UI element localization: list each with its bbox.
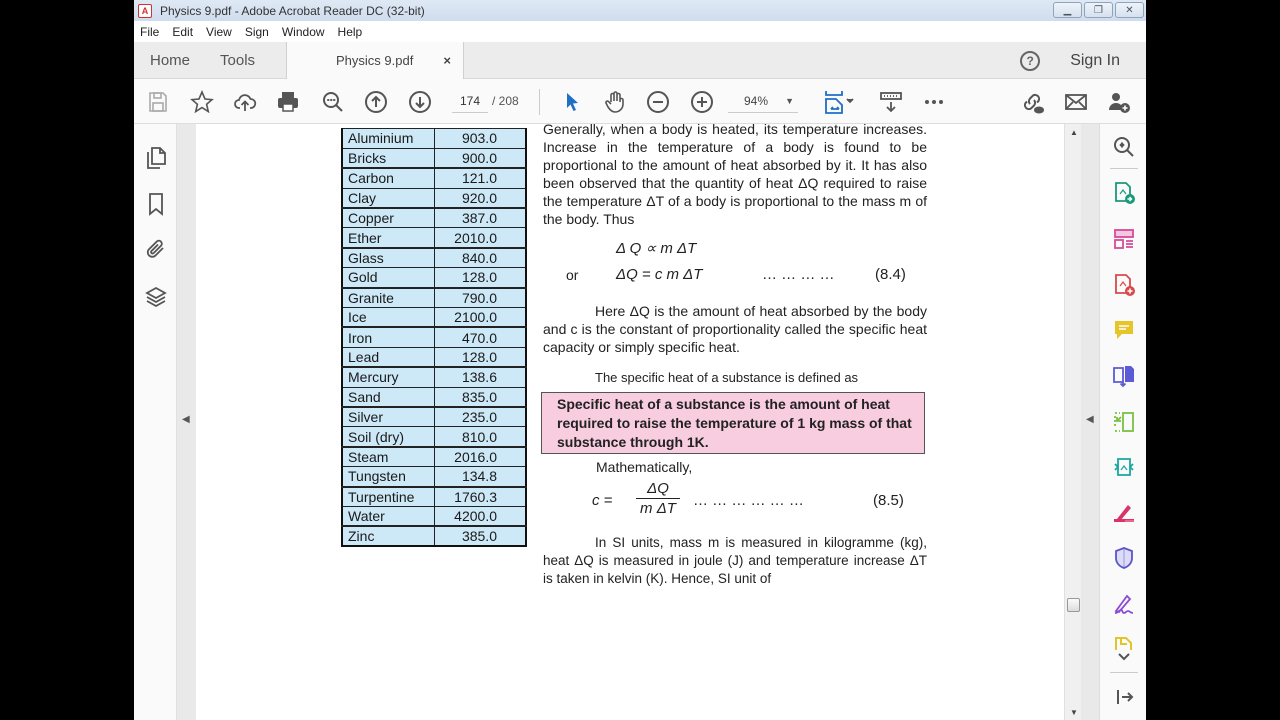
document-tab-label: Physics 9.pdf bbox=[336, 53, 414, 68]
select-arrow-icon[interactable] bbox=[559, 89, 585, 115]
main-toolbar bbox=[134, 79, 1146, 124]
substance-cell: Silver bbox=[342, 407, 434, 427]
substance-cell: Carbon bbox=[342, 168, 434, 188]
paragraph-intro: Generally, when a body is heated, its temperature increases. Increase in the temperature of a body is found to be proportional to the amount of heat absorbed by it. It has also been observed that the quantity of heat ΔQ required to raise the temperature ΔT of a body is proportional to the mass m of the body. Thus bbox=[543, 121, 927, 227]
scroll-down-icon[interactable]: ▼ bbox=[1070, 708, 1078, 717]
menu-window[interactable]: Window bbox=[281, 24, 325, 39]
close-window-button[interactable]: ✕ bbox=[1115, 2, 1144, 18]
hand-tool-icon[interactable] bbox=[602, 89, 628, 115]
table-row bbox=[342, 208, 526, 228]
substance-cell: Gold bbox=[342, 268, 434, 288]
bookmark-star-icon[interactable] bbox=[189, 89, 215, 115]
previous-page-icon[interactable] bbox=[363, 89, 389, 115]
window-title: Physics 9.pdf - Adobe Acrobat Reader DC (32-bit) bbox=[160, 3, 425, 18]
collapse-panel-icon[interactable] bbox=[1112, 685, 1136, 709]
table-row bbox=[342, 467, 526, 487]
table-row bbox=[342, 288, 526, 308]
tab-bar bbox=[134, 42, 1146, 79]
substance-cell: Glass bbox=[342, 248, 434, 268]
chevron-down-icon: ▼ bbox=[785, 96, 794, 106]
paragraph-definition-intro: Here ΔQ is the amount of heat absorbed by the body and c is the constant of proportionality called the specific heat capacity or simply specific heat. bbox=[543, 303, 927, 355]
next-page-icon[interactable] bbox=[407, 89, 433, 115]
substance-cell: Iron bbox=[342, 327, 434, 347]
page-number-input[interactable]: 174 bbox=[452, 91, 488, 113]
table-row bbox=[342, 387, 526, 407]
table-row bbox=[342, 407, 526, 427]
specific-heat-value-cell: 920.0 bbox=[434, 188, 526, 208]
specific-heat-value-cell: 235.0 bbox=[434, 407, 526, 427]
panel-divider bbox=[1110, 168, 1138, 169]
equation-8-4-label: (8.4) bbox=[875, 266, 906, 283]
fit-page-icon[interactable] bbox=[822, 89, 856, 115]
equation-proportional: Δ Q ∝ m ΔT bbox=[616, 240, 697, 257]
left-navigation-panel bbox=[134, 124, 177, 720]
specific-heat-value-cell: 790.0 bbox=[434, 288, 526, 308]
specific-heat-value-cell: 138.6 bbox=[434, 367, 526, 387]
panel-divider-bottom bbox=[1110, 672, 1138, 673]
zoom-out-icon[interactable] bbox=[645, 89, 671, 115]
substance-cell: Mercury bbox=[342, 367, 434, 387]
collapse-left-panel-icon[interactable]: ◀ bbox=[182, 414, 190, 425]
substance-cell: Water bbox=[342, 506, 434, 526]
fraction-numerator: ΔQ bbox=[636, 480, 680, 499]
vertical-scrollbar[interactable] bbox=[1064, 124, 1081, 720]
equation-8-5-lhs: c = bbox=[592, 492, 613, 509]
edit-pdf-icon[interactable] bbox=[1112, 455, 1136, 479]
share-link-icon[interactable] bbox=[1019, 89, 1045, 115]
specific-heat-table bbox=[341, 128, 527, 547]
table-row bbox=[342, 148, 526, 168]
menu-edit[interactable]: Edit bbox=[172, 24, 194, 39]
tab-document[interactable] bbox=[286, 42, 464, 79]
expand-more-icon[interactable] bbox=[1112, 650, 1136, 664]
substance-cell: Bricks bbox=[342, 148, 434, 168]
substance-cell: Aluminium bbox=[342, 129, 434, 149]
layers-icon[interactable] bbox=[144, 285, 168, 309]
substance-cell: Tungsten bbox=[342, 467, 434, 487]
specific-heat-value-cell: 2016.0 bbox=[434, 447, 526, 467]
zoom-in-icon[interactable] bbox=[689, 89, 715, 115]
more-icon[interactable] bbox=[921, 89, 947, 115]
specific-heat-value-cell: 121.0 bbox=[434, 168, 526, 188]
left-panel-gutter bbox=[177, 124, 196, 720]
zoom-level-value: 94% bbox=[744, 94, 769, 108]
toolbar-divider bbox=[539, 89, 540, 115]
substance-cell: Zinc bbox=[342, 526, 434, 546]
substance-cell: Ether bbox=[342, 228, 434, 248]
definition-box: Specific heat of a substance is the amount of heat required to raise the temperature of 1 kg mass of that substance through 1K. bbox=[541, 392, 925, 454]
table-row bbox=[342, 347, 526, 367]
page-thumbnails-icon[interactable] bbox=[144, 146, 168, 170]
table-row bbox=[342, 188, 526, 208]
table-row bbox=[342, 506, 526, 526]
equation-8-5-fraction bbox=[636, 480, 680, 519]
right-panel-gutter bbox=[1081, 124, 1099, 720]
table-row bbox=[342, 487, 526, 507]
export-pdf-icon[interactable] bbox=[1112, 181, 1136, 205]
attachments-icon[interactable] bbox=[144, 237, 168, 261]
page-total: / 208 bbox=[492, 94, 519, 108]
compress-pdf-icon[interactable] bbox=[1112, 410, 1136, 434]
comment-icon[interactable] bbox=[1112, 318, 1136, 342]
substance-cell: Turpentine bbox=[342, 487, 434, 507]
tab-tools[interactable]: Tools bbox=[220, 51, 256, 69]
menu-file[interactable]: File bbox=[140, 24, 160, 39]
equation-8-4-dots: … … … … bbox=[762, 266, 835, 283]
substance-cell: Granite bbox=[342, 288, 434, 308]
specific-heat-value-cell: 835.0 bbox=[434, 387, 526, 407]
specific-heat-value-cell: 128.0 bbox=[434, 268, 526, 288]
print-icon[interactable] bbox=[275, 89, 301, 115]
sign-icon[interactable] bbox=[1112, 592, 1136, 616]
send-for-review-icon[interactable] bbox=[1112, 634, 1136, 650]
equation-8-5-dots: … … … … … … bbox=[693, 492, 804, 509]
table-row bbox=[342, 129, 526, 149]
close-tab-icon[interactable]: × bbox=[443, 53, 451, 68]
substance-cell: Clay bbox=[342, 188, 434, 208]
specific-heat-value-cell: 385.0 bbox=[434, 526, 526, 546]
substance-cell: Sand bbox=[342, 387, 434, 407]
menu-bar bbox=[134, 21, 1146, 42]
scroll-mode-icon[interactable] bbox=[878, 89, 904, 115]
paragraph-si-units: In SI units, mass m is measured in kilogramme (kg), heat ΔQ is measured in joule (J) and temperature increase ΔT is taken in kelvin (K). Hence, SI unit of bbox=[543, 535, 927, 586]
find-icon[interactable] bbox=[320, 89, 346, 115]
specific-heat-value-cell: 2100.0 bbox=[434, 308, 526, 328]
menu-sign[interactable]: Sign bbox=[244, 24, 269, 39]
minimize-button[interactable]: ▁ bbox=[1053, 2, 1082, 18]
acrobat-window bbox=[134, 0, 1146, 720]
specific-heat-value-cell: 470.0 bbox=[434, 327, 526, 347]
specific-heat-value-cell: 810.0 bbox=[434, 427, 526, 447]
table-row bbox=[342, 228, 526, 248]
equation-8-4: ΔQ = c m ΔT bbox=[616, 266, 703, 283]
substance-cell: Steam bbox=[342, 447, 434, 467]
upload-cloud-icon[interactable] bbox=[232, 89, 258, 115]
help-icon[interactable]: ? bbox=[1020, 51, 1040, 71]
substance-cell: Copper bbox=[342, 208, 434, 228]
table-row bbox=[342, 427, 526, 447]
specific-heat-value-cell: 134.8 bbox=[434, 467, 526, 487]
zoom-level-dropdown[interactable] bbox=[728, 91, 798, 113]
paragraph-defined-as: The specific heat of a substance is defined as bbox=[595, 370, 859, 385]
acrobat-app-icon: A bbox=[138, 4, 152, 18]
restore-button[interactable]: ❐ bbox=[1084, 2, 1113, 18]
mathematically-label: Mathematically, bbox=[596, 459, 693, 475]
equation-or-label: or bbox=[566, 267, 579, 283]
specific-heat-value-cell: 4200.0 bbox=[434, 506, 526, 526]
table-row bbox=[342, 168, 526, 188]
pdf-page bbox=[196, 121, 1064, 720]
table-row bbox=[342, 367, 526, 387]
substance-cell: Soil (dry) bbox=[342, 427, 434, 447]
table-row bbox=[342, 447, 526, 467]
specific-heat-value-cell: 840.0 bbox=[434, 248, 526, 268]
specific-heat-value-cell: 128.0 bbox=[434, 347, 526, 367]
email-icon[interactable] bbox=[1063, 89, 1089, 115]
sign-in-button[interactable]: Sign In bbox=[1070, 51, 1120, 69]
save-icon[interactable] bbox=[145, 89, 171, 115]
specific-heat-value-cell: 903.0 bbox=[434, 129, 526, 149]
protect-icon[interactable] bbox=[1112, 546, 1136, 570]
menu-help[interactable]: Help bbox=[337, 24, 363, 39]
table-row bbox=[342, 327, 526, 347]
title-bar bbox=[134, 0, 1146, 21]
create-pdf-icon[interactable] bbox=[1112, 273, 1136, 297]
substance-cell: Ice bbox=[342, 308, 434, 328]
equation-8-5-label: (8.5) bbox=[873, 492, 904, 509]
menu-view[interactable]: View bbox=[206, 24, 232, 39]
bookmarks-icon[interactable] bbox=[144, 192, 168, 216]
scrollbar-thumb[interactable] bbox=[1067, 598, 1080, 612]
zoom-search-icon[interactable] bbox=[1112, 135, 1136, 159]
organize-pages-icon[interactable] bbox=[1112, 227, 1136, 251]
add-user-icon[interactable] bbox=[1106, 89, 1132, 115]
specific-heat-value-cell: 387.0 bbox=[434, 208, 526, 228]
specific-heat-value-cell: 2010.0 bbox=[434, 228, 526, 248]
combine-files-icon[interactable] bbox=[1112, 364, 1136, 388]
substance-cell: Lead bbox=[342, 347, 434, 367]
table-row bbox=[342, 308, 526, 328]
table-row bbox=[342, 268, 526, 288]
fill-sign-icon[interactable] bbox=[1112, 501, 1136, 525]
fraction-denominator: m ΔT bbox=[640, 500, 676, 517]
table-row bbox=[342, 248, 526, 268]
scroll-up-icon[interactable]: ▲ bbox=[1070, 128, 1078, 137]
specific-heat-value-cell: 900.0 bbox=[434, 148, 526, 168]
table-row bbox=[342, 526, 526, 546]
specific-heat-value-cell: 1760.3 bbox=[434, 487, 526, 507]
right-tools-panel bbox=[1099, 124, 1146, 720]
tab-home[interactable]: Home bbox=[150, 51, 191, 69]
collapse-right-panel-icon[interactable]: ◀ bbox=[1086, 414, 1094, 425]
